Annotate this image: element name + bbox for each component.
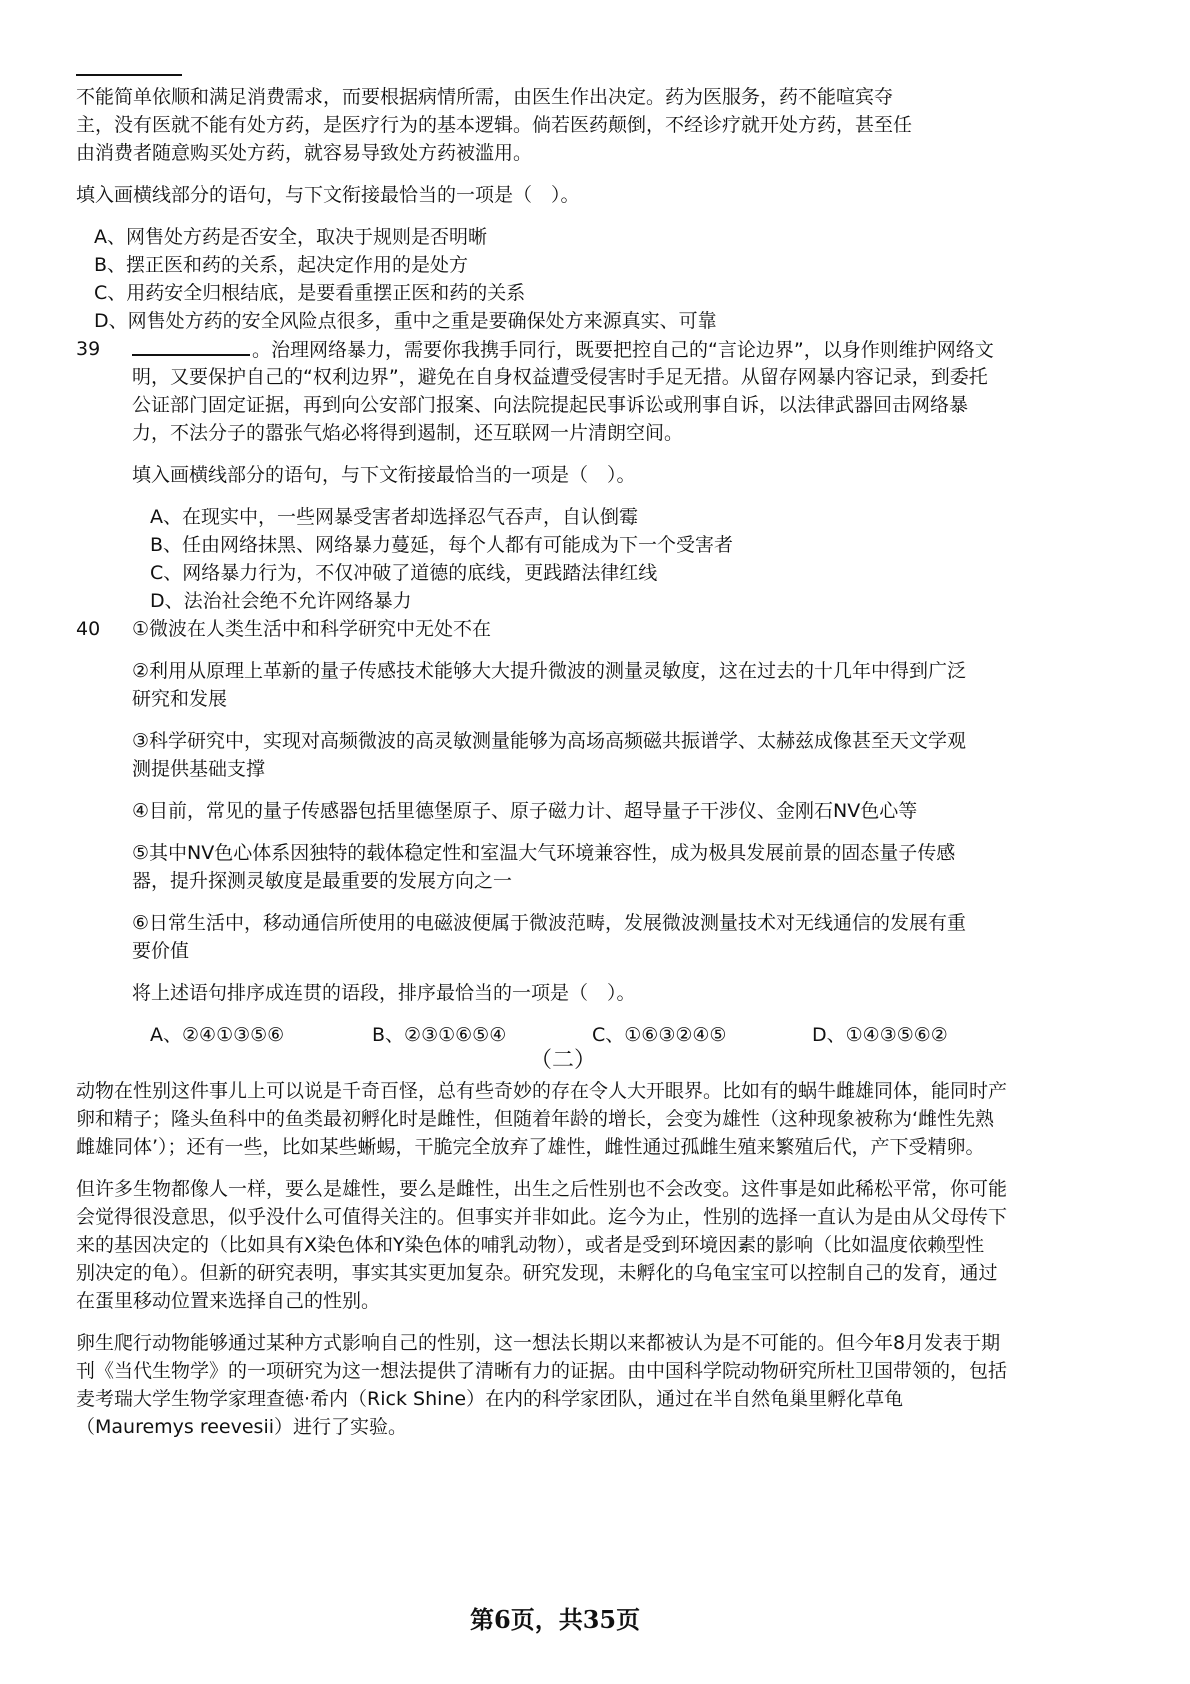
article-line: 麦考瑞大学生物学家理查德·希内（Rick Shine）在内的科学家团队，通过在半自然龟巢里孵化草龟 <box>76 1388 904 1410</box>
answer-blank <box>132 334 250 356</box>
option-d[interactable]: D、网售处方药的安全风险点很多，重中之重是要确保处方来源真实、可靠 <box>94 310 717 332</box>
passage-first-line <box>132 334 994 365</box>
answer-blank-line <box>76 74 182 76</box>
sentence-5: ⑤其中NV色心体系因独特的载体稳定性和室温大气环境兼容性，成为极具发展前景的固态量子传感 <box>132 842 956 864</box>
article-line: 刊《当代生物学》的一项研究为这一想法提供了清晰有力的证据。由中国科学院动物研究所杜卫国带领的，包括 <box>76 1360 1008 1382</box>
sentence-6-cont: 要价值 <box>132 940 190 962</box>
passage-line: 公证部门固定证据，再到向公安部门报案、向法院提起民事诉讼或刑事自诉，以法律武器回击网络暴 <box>132 394 969 416</box>
option-c[interactable]: C、①⑥③②④⑤ <box>592 1024 727 1046</box>
article-line: 卵生爬行动物能够通过某种方式影响自己的性别，这一想法长期以来都被认为是不可能的。但今年8月发表于期 <box>76 1332 1001 1354</box>
sentence-1: ①微波在人类生活中和科学研究中无处不在 <box>132 618 492 640</box>
sentence-5-cont: 器，提升探测灵敏度是最重要的发展方向之一 <box>132 870 513 892</box>
question-prompt: 填入画横线部分的语句，与下文衔接最恰当的一项是（ ）。 <box>76 184 580 206</box>
option-b[interactable]: B、任由网络抹黑、网络暴力蔓延，每个人都有可能成为下一个受害者 <box>150 534 734 556</box>
sentence-4: ④目前，常见的量子传感器包括里德堡原子、原子磁力计、超导量子干涉仪、金刚石NV色心等 <box>132 800 918 822</box>
option-a[interactable]: A、②④①③⑤⑥ <box>150 1024 285 1046</box>
sentence-2: ②利用从原理上革新的量子传感技术能够大大提升微波的测量灵敏度，这在过去的十几年中得到广泛 <box>132 660 967 682</box>
passage-line: 明，又要保护自己的“权利边界”，避免在自身权益遭受侵害时手足无措。从留存网暴内容记录，到委托 <box>132 366 988 388</box>
article-line: 别决定的龟）。但新的研究表明，事实其实更加复杂。研究发现，未孵化的乌龟宝宝可以控制自己的发育，通过 <box>76 1262 998 1284</box>
option-d[interactable]: D、法治社会绝不允许网络暴力 <box>150 590 412 612</box>
option-a[interactable]: A、网售处方药是否安全，取决于规则是否明晰 <box>94 226 487 248</box>
option-b[interactable]: B、②③①⑥⑤④ <box>372 1024 507 1046</box>
passage-line: 。治理网络暴力，需要你我携手同行，既要把控自己的“言论边界”，以身作则维护网络文 <box>252 339 994 361</box>
article-line: 在蛋里移动位置来选择自己的性别。 <box>76 1290 381 1312</box>
article-line: （Mauremys reevesii）进行了实验。 <box>76 1416 408 1438</box>
option-c[interactable]: C、网络暴力行为，不仅冲破了道德的底线，更践踏法律红线 <box>150 562 658 584</box>
passage-line: 不能简单依顺和满足消费需求，而要根据病情所需，由医生作出决定。药为医服务，药不能喧宾夺 <box>76 86 894 108</box>
page-footer: 第6页，共35页 <box>470 1605 641 1634</box>
section-title: （二） <box>530 1048 597 1073</box>
sentence-3-cont: 测提供基础支撑 <box>132 758 266 780</box>
article-line: 雌雄同体’）；还有一些，比如某些蜥蜴，干脆完全放弃了雄性，雌性通过孤雌生殖来繁殖后代，产下受精卵。 <box>76 1136 985 1158</box>
question-number: 39 <box>76 338 101 360</box>
question-prompt: 将上述语句排序成连贯的语段，排序最恰当的一项是（ ）。 <box>132 982 636 1004</box>
option-d[interactable]: D、①④③⑤⑥② <box>812 1024 948 1046</box>
option-c[interactable]: C、用药安全归根结底，是要看重摆正医和药的关系 <box>94 282 526 304</box>
passage-line: 由消费者随意购买处方药，就容易导致处方药被滥用。 <box>76 142 533 164</box>
article-line: 但许多生物都像人一样，要么是雄性，要么是雌性，出生之后性别也不会改变。这件事是如此稀松平常，你可能 <box>76 1178 1008 1200</box>
sentence-6: ⑥日常生活中，移动通信所使用的电磁波便属于微波范畴，发展微波测量技术对无线通信的发展有重 <box>132 912 967 934</box>
article-line: 来的基因决定的（比如具有X染色体和Y染色体的哺乳动物），或者是受到环境因素的影响（比如温度依赖型性 <box>76 1234 985 1256</box>
passage-line: 主，没有医就不能有处方药，是医疗行为的基本逻辑。倘若医药颠倒，不经诊疗就开处方药，甚至任 <box>76 114 913 136</box>
sentence-3: ③科学研究中，实现对高频微波的高灵敏测量能够为高场高频磁共振谱学、太赫兹成像甚至天文学观 <box>132 730 967 752</box>
article-line: 卵和精子；隆头鱼科中的鱼类最初孵化时是雌性，但随着年龄的增长，会变为雄性（这种现象被称为‘雌性先熟 <box>76 1108 995 1130</box>
article-line: 会觉得很没意思，似乎没什么可值得关注的。但事实并非如此。迄今为止，性别的选择一直认为是由从父母传下 <box>76 1206 1008 1228</box>
option-b[interactable]: B、摆正医和药的关系，起决定作用的是处方 <box>94 254 469 276</box>
sentence-2-cont: 研究和发展 <box>132 688 228 710</box>
question-number: 40 <box>76 618 101 640</box>
passage-line: 力，不法分子的嚣张气焰必将得到遏制，还互联网一片清朗空间。 <box>132 422 684 444</box>
article-line: 动物在性别这件事儿上可以说是千奇百怪，总有些奇妙的存在令人大开眼界。比如有的蜗牛雌雄同体，能同时产 <box>76 1080 1008 1102</box>
question-prompt: 填入画横线部分的语句，与下文衔接最恰当的一项是（ ）。 <box>132 464 636 486</box>
option-a[interactable]: A、在现实中，一些网暴受害者却选择忍气吞声，自认倒霉 <box>150 506 638 528</box>
